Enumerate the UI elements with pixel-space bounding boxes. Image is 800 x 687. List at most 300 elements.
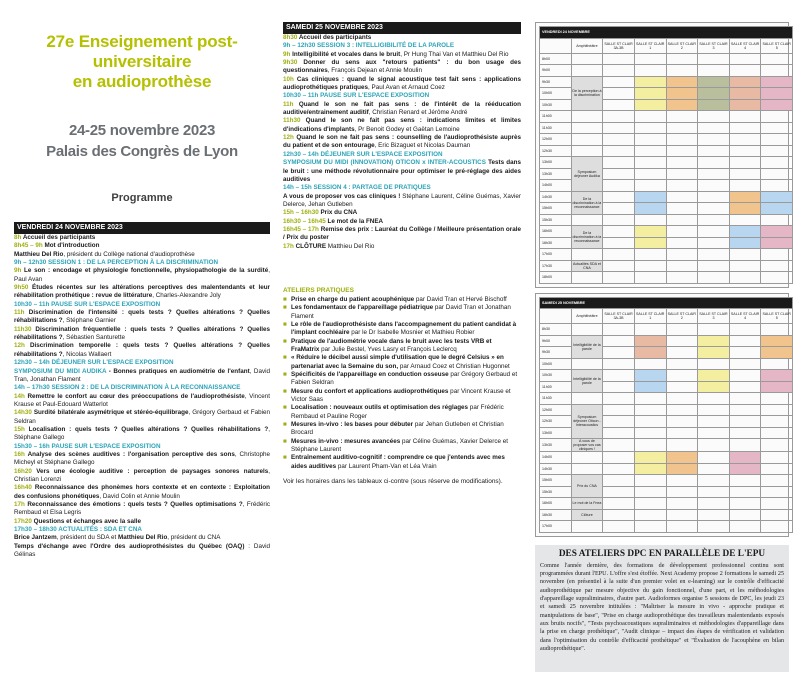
schedule-cell — [666, 439, 698, 452]
schedule-cell — [761, 226, 793, 238]
schedule-cell — [666, 521, 698, 533]
schedule-cell — [698, 168, 730, 180]
text-run: « Réduire le décibel aussi simple d'utilisation que le degré Celsius » en partenariat avec la Semaine du son, — [291, 354, 504, 370]
schedule-cell — [603, 249, 635, 261]
schedule-cell — [666, 168, 698, 180]
schedule-cell — [698, 358, 730, 370]
text-run: par Laurent Pham-Van et Léa Vrain — [336, 462, 437, 470]
schedule-cell — [666, 272, 698, 284]
schedule-time: 15h30 — [540, 214, 572, 226]
text-run: Temps d'échange avec l'Ordre des audioprothésistes du Québec (OAQ) — [14, 542, 245, 550]
schedule-cell — [603, 203, 635, 215]
schedule-cell — [603, 358, 635, 370]
schedule-cell — [698, 416, 730, 428]
schedule-cell — [729, 180, 761, 192]
schedule-cell — [698, 122, 730, 134]
bullet-icon: ■ — [283, 387, 287, 395]
schedule-cell — [634, 347, 666, 359]
schedule-cell — [761, 347, 793, 359]
schedule-cell — [634, 168, 666, 180]
schedule-cell — [729, 486, 761, 498]
text-run: Stéphane Laurent, Céline Guémas, Xavier Delerce, Jehan Gutleben — [283, 192, 521, 208]
programme-line — [14, 342, 270, 359]
schedule-cell — [666, 145, 698, 157]
schedule-amphi-cell — [571, 521, 603, 533]
text-run: 10h — [283, 75, 297, 83]
programme-line — [283, 209, 521, 217]
schedule-cell — [729, 498, 761, 510]
schedule-cell — [634, 203, 666, 215]
schedule-cell — [603, 191, 635, 203]
text-run: Donner du sens aux "retours patients" : du bon usage des questionnaires — [283, 59, 521, 75]
schedule-cell — [634, 134, 666, 146]
schedule-cell — [698, 347, 730, 359]
text-run: 8h45 – 9h — [14, 242, 45, 250]
text-run: , Sébastien Santurette — [62, 334, 125, 342]
text-run: Spécificités de l'appareillage en conduction osseuse — [291, 371, 449, 379]
ateliers-list — [283, 296, 521, 471]
schedule-cell — [666, 226, 698, 238]
programme-line — [283, 184, 521, 192]
text-run: , Grégory Gerbaud et Fabien Seldran — [14, 409, 270, 425]
schedule-cell — [634, 393, 666, 405]
schedule-cell — [698, 145, 730, 157]
schedule-cell — [729, 370, 761, 382]
corner-cell — [540, 38, 572, 53]
programme-line — [14, 259, 270, 267]
schedule-amphi-cell: Intelligibilité de la parole — [571, 370, 603, 393]
programme-line — [283, 151, 521, 159]
schedule-time: 12h00 — [540, 404, 572, 416]
text-run: Localisation : nouveaux outils et optimisation des réglages — [291, 404, 469, 412]
schedule-cell — [698, 335, 730, 347]
schedule-cell — [729, 157, 761, 169]
schedule-cell — [761, 486, 793, 498]
programme-line — [14, 368, 270, 385]
atelier-item — [283, 421, 521, 438]
text-run: 9h30 — [283, 59, 304, 67]
schedule-cell — [634, 191, 666, 203]
schedule-time: 17h00 — [540, 249, 572, 261]
schedule-cell — [698, 439, 730, 452]
schedule-time: 16h30 — [540, 509, 572, 521]
programme-line — [14, 251, 270, 259]
schedule-cell — [666, 381, 698, 393]
schedule-cell — [603, 272, 635, 284]
schedule-cell — [729, 452, 761, 464]
schedule-cell — [761, 168, 793, 180]
schedule-amphi-cell — [571, 53, 603, 65]
schedule-time: 13h00 — [540, 427, 572, 439]
schedule-cell — [729, 88, 761, 100]
schedule-time: 11h00 — [540, 381, 572, 393]
text-run: A vous de proposer vos cas cliniques ! — [283, 192, 403, 200]
saturday-heading: SAMEDI 25 NOVEMBRE 2023 — [283, 22, 521, 34]
schedule-cell — [698, 260, 730, 272]
schedule-cell — [729, 122, 761, 134]
schedule-cell — [666, 358, 698, 370]
text-run: par Arnaud Coez et Christian Hugonnet — [398, 362, 510, 370]
schedule-time: 18h00 — [540, 272, 572, 284]
schedule-cell — [729, 76, 761, 88]
schedule-amphi-cell: Symposium déjeuner Oticon - Interacoustics — [571, 404, 603, 439]
schedule-cell — [698, 393, 730, 405]
schedule-cell — [634, 509, 666, 521]
schedule-cell — [698, 486, 730, 498]
schedule-cell — [698, 463, 730, 475]
text-run: 8h — [14, 234, 23, 241]
schedule-cell — [761, 237, 793, 249]
schedule-cell — [634, 475, 666, 487]
text-run: , Charles-Alexandre Joly — [152, 292, 221, 300]
schedule-cell — [761, 498, 793, 510]
schedule-amphi-cell: Actualités SDA et CNA — [573, 261, 601, 270]
schedule-cell — [666, 475, 698, 487]
schedule-time: 14h00 — [540, 452, 572, 464]
schedule-time: 17h30 — [540, 260, 572, 272]
text-run: par Vincent Krause et Victor Saas — [291, 387, 511, 404]
text-run: , Nicolas Wallaert — [62, 350, 112, 358]
text-run: , président du SDA et — [56, 534, 118, 542]
atelier-item — [283, 296, 521, 304]
schedule-cell — [729, 393, 761, 405]
schedule-cell — [729, 475, 761, 487]
text-run: Entraînement auditivo-cognitif : comprendre ce que j'entends avec mes aides auditives — [291, 454, 505, 470]
schedule-cell — [634, 452, 666, 464]
programme-line — [283, 218, 521, 226]
event-dates-venue — [14, 120, 270, 162]
bullet-icon: ■ — [283, 337, 287, 345]
text-run: par Jehan Gutleben et Christian Brocard — [291, 421, 504, 437]
text-run: Discrimination fréquentielle : quels tests ? Quelles altérations ? Quelles réhabilitations ? — [14, 325, 271, 342]
schedule-cell — [729, 249, 761, 261]
schedule-cell — [634, 53, 666, 65]
programme-line — [14, 468, 270, 485]
schedule-amphi-cell — [571, 145, 603, 157]
schedule-amphi-cell — [571, 324, 603, 336]
schedule-cell — [666, 122, 698, 134]
schedule-time: 15h00 — [540, 475, 572, 487]
schedule-cell — [666, 237, 698, 249]
text-run: Vers une écologie auditive : perception de paysages sonores naturels — [36, 467, 269, 475]
text-run: 11h30 — [283, 117, 306, 125]
schedule-cell — [634, 272, 666, 284]
programme-line — [283, 101, 521, 118]
text-run: 9h — [283, 50, 293, 58]
schedule-cell — [729, 214, 761, 226]
schedule-time: 14h30 — [540, 191, 572, 203]
schedule-cell — [666, 427, 698, 439]
text-run: Le son : encodage et physiologie fonctionnelle, physiopathologie de la surdité — [24, 267, 269, 275]
text-run: 11h — [283, 100, 299, 108]
atelier-item — [283, 404, 521, 421]
schedule-cell — [666, 88, 698, 100]
text-run: , président du Collège national d'audioprothèse — [63, 250, 195, 258]
schedule-cell — [698, 134, 730, 146]
schedule-cell — [634, 404, 666, 416]
schedule-cell — [698, 111, 730, 123]
text-run: , Frédéric Rembaud et Elsa Legris — [14, 501, 270, 517]
programme-line — [283, 159, 521, 184]
atelier-item — [283, 354, 521, 371]
programme-line — [14, 534, 270, 542]
schedule-time: 17h00 — [540, 521, 572, 533]
schedule-cell — [761, 99, 793, 111]
schedule-cell — [634, 237, 666, 249]
text-run: 17h — [14, 501, 28, 508]
schedule-cell — [698, 237, 730, 249]
programme-line — [14, 359, 270, 367]
text-run: 14h30 — [14, 409, 34, 417]
atelier-item — [283, 321, 521, 338]
text-run: Le mot de la FNEA — [327, 217, 384, 225]
text-run: 16h20 — [14, 467, 37, 475]
schedule-time: 8h30 — [540, 324, 572, 336]
text-run: , David Tran, Jonathan Flament — [14, 367, 270, 383]
schedule-cell — [729, 509, 761, 521]
schedule-cell — [603, 168, 635, 180]
schedule-time: 16h00 — [540, 498, 572, 510]
event-title-line2: en audioprothèse — [72, 72, 212, 91]
text-run: 15h – 16h30 — [283, 209, 321, 217]
schedule-cell — [761, 475, 793, 487]
schedule-amphi-cell — [571, 452, 603, 464]
text-run: 17h — [283, 242, 296, 250]
schedule-cell — [666, 324, 698, 336]
schedule-cell — [729, 404, 761, 416]
schedule-cell — [666, 180, 698, 192]
schedule-cell — [603, 260, 635, 272]
schedule-cell — [729, 439, 761, 452]
text-run: SYMPOSIUM DU MIDI (INNOVATION) OTICON x INTER-ACOUSTICS — [283, 159, 489, 167]
schedule-cell — [729, 99, 761, 111]
programme-line — [14, 426, 270, 443]
schedule-cell — [634, 122, 666, 134]
schedule-cell — [761, 404, 793, 416]
schedule-column-header: SALLE ST CLAIR 1 — [634, 309, 666, 324]
schedule-amphi-cell — [571, 249, 603, 261]
text-run: , Christophe Micheyl et Stéphane Gallego — [14, 450, 271, 467]
schedule-cell — [666, 486, 698, 498]
programme-line — [283, 193, 521, 210]
programme-line — [283, 59, 521, 76]
programme-line — [14, 526, 270, 534]
schedule-cell — [603, 498, 635, 510]
schedule-cell — [634, 260, 666, 272]
schedule-cell — [634, 249, 666, 261]
schedule-cell — [666, 347, 698, 359]
schedule-cell — [698, 214, 730, 226]
schedule-cell — [634, 335, 666, 347]
programme-line — [14, 409, 270, 426]
schedule-time: 9h00 — [540, 65, 572, 77]
text-run: Tests dans le bruit : une méthode révolutionnaire pour optimiser le pré-réglage des aides auditives — [283, 159, 522, 183]
schedule-cell — [666, 203, 698, 215]
schedule-column-header: SALLE ST CLAIR 3 — [698, 38, 730, 53]
schedule-cell — [634, 180, 666, 192]
schedule-amphi-cell — [571, 463, 603, 475]
corner-cell — [540, 309, 572, 324]
schedule-cell — [603, 145, 635, 157]
schedule-cell — [698, 370, 730, 382]
text-run: 15h30 – 16h PAUSE SUR L'ESPACE EXPOSITION — [14, 442, 161, 450]
schedule-cell — [666, 214, 698, 226]
schedule-cell — [761, 157, 793, 169]
programme-line — [283, 226, 521, 243]
text-run: par le Dr Isabelle Mosnier et Mathieu Robier — [349, 329, 475, 337]
text-run: , Stéphane Garnier — [62, 317, 116, 325]
schedule-column-header: SALLE ST CLAIR 3 — [698, 309, 730, 324]
text-run: 11h — [14, 309, 29, 317]
saturday-programme — [283, 34, 521, 251]
schedule-cell — [634, 226, 666, 238]
schedule-cell — [666, 463, 698, 475]
schedule-cell — [603, 521, 635, 533]
text-run: par David Tran et Jonathan Flament — [291, 304, 511, 320]
text-run: 17h20 — [14, 517, 34, 525]
bullet-icon: ■ — [283, 320, 287, 328]
schedule-time: 11h30 — [540, 122, 572, 134]
text-run: 16h30 – 16h45 — [283, 217, 328, 225]
text-run: 9h – 12h30 SESSION 1 : DE LA PERCEPTION À LA DISCRIMINATION — [14, 259, 219, 267]
schedule-amphi-cell — [571, 393, 603, 405]
schedule-cell — [603, 427, 635, 439]
schedule-cell — [666, 111, 698, 123]
text-run: 12h30 – 14h DÉJEUNER SUR L'ESPACE EXPOSITION — [283, 150, 443, 158]
text-run: Les fondamentaux de l'appareillage pédiatrique — [291, 304, 434, 312]
schedule-cell — [761, 358, 793, 370]
text-run: - Bonnes pratiques en audiométrie de l'enfant — [108, 367, 250, 375]
schedule-cell — [603, 214, 635, 226]
text-run: Discrimination de l'intensité : quels tests ? Quelles altérations ? Quelles réhabilitations ? — [14, 309, 270, 325]
schedule-cell — [666, 53, 698, 65]
dpc-text: Comme l'année dernière, des formations de développement professionnel continu sont programmées durant l'EPU. L'offre s'est étoffée. Next Academy propose 2 formations le samedi 25 novembre (en présentiel à la suite d'un premier volet en e-learning) sur le contrôle d'efficacité audioprothétique par mesure objective du gain fonctionnel, d'une part, et les méthodologies d'appareillage supraliminaires, d'autre part. Audioformes organise 5 sessions de DPC, les jeudi 23 et samedi 25 novembre intitulées : "Maîtriser la mesure in vivo - approche pratique et manipulations de base", "Prise en charge audioprothétique des travailleurs malentendants exposés aux bruits nocifs", "Tests psychoacoustiques supraliminaires et méthodologies d'appareillage dans la prise en charge prothétique", "Audit clinique – impact des étapes de vérification et validation dans l'optimisation du contrôle d'efficacité prothétique" et "Évaluation de l'acouphène en bilan audioprothétique". — [540, 562, 784, 652]
text-run: , Pr Hung Thai Van et Matthieu Del Rio — [400, 50, 509, 58]
schedule-cell — [761, 335, 793, 347]
schedule-cell — [761, 393, 793, 405]
schedule-amphi-cell: Le mot de la Fnea — [571, 498, 603, 510]
text-run: , Eric Bizaguet et Nicolas Dauman — [374, 142, 471, 150]
schedule-amphi-cell: Prix du CNA — [571, 475, 603, 498]
schedule-cell — [761, 260, 793, 272]
schedule-cell — [698, 65, 730, 77]
friday-programme — [14, 234, 270, 559]
schedule-cell — [666, 370, 698, 382]
text-run: Quand le son ne fait pas sens : indications limites et limites d'indications d'implants — [283, 117, 521, 133]
text-run: 16h45 – 17h — [283, 225, 321, 233]
programme-line — [14, 484, 270, 501]
atelier-item — [283, 438, 521, 455]
programme-line — [14, 543, 270, 560]
schedule-cell — [729, 191, 761, 203]
event-title-line1: 27e Enseignement post-universitaire — [46, 32, 238, 71]
schedule-amphi-cell — [571, 214, 603, 226]
schedule-column-header: SALLE ST CLAIR 5 — [761, 309, 793, 324]
schedule-cell — [761, 214, 793, 226]
schedule-time: 15h30 — [540, 486, 572, 498]
schedule-column-header: SALLE ST CLAIR 4 — [729, 38, 761, 53]
left-column — [14, 32, 270, 559]
saturday-schedule-table — [539, 297, 793, 533]
schedule-cell — [603, 53, 635, 65]
schedule-cell — [729, 260, 761, 272]
schedule-amphi-cell — [571, 358, 603, 370]
schedule-cell — [666, 65, 698, 77]
schedule-cell — [634, 463, 666, 475]
schedule-cell — [634, 157, 666, 169]
schedule-cell — [761, 463, 793, 475]
text-run: par Grégory Gerbaud et Fabien Seldran — [291, 371, 518, 387]
schedule-amphi-cell — [571, 134, 603, 146]
schedule-cell — [603, 347, 635, 359]
schedule-cell — [761, 76, 793, 88]
programme-line — [283, 76, 521, 93]
schedule-cell — [698, 509, 730, 521]
text-run: Prise en charge du patient acouphénique — [291, 295, 415, 303]
text-run: Discrimination temporelle : quels tests ? Quelles altérations ? Quelles réhabilitations ? — [14, 342, 270, 358]
schedule-cell — [761, 427, 793, 439]
schedule-cell — [666, 134, 698, 146]
text-run: , Vincent Krause et Paul-Edouard Watterlot — [14, 392, 270, 408]
text-run: Matthieu Del Rio — [327, 242, 375, 250]
schedule-cell — [603, 463, 635, 475]
schedule-cell — [761, 111, 793, 123]
schedule-time: 9h30 — [540, 347, 572, 359]
schedule-cell — [698, 475, 730, 487]
text-run: par Frédéric Rembaud et Pauline Roger — [291, 404, 504, 420]
friday-schedule-table — [539, 26, 793, 284]
schedule-time: 11h00 — [540, 111, 572, 123]
bullet-icon: ■ — [283, 295, 287, 303]
programme-line — [14, 393, 270, 410]
schedule-cell — [729, 168, 761, 180]
schedule-cell — [729, 335, 761, 347]
schedule-cell — [666, 509, 698, 521]
schedule-cell — [603, 111, 635, 123]
schedule-time: 14h30 — [540, 463, 572, 475]
schedule-cell — [729, 272, 761, 284]
text-run: par Céline Guémas, Xavier Delerce et Stéphane Laurent — [291, 437, 508, 454]
schedule-cell — [666, 393, 698, 405]
schedule-cell — [761, 122, 793, 134]
text-run: Quand le son ne fait pas sens : de l'intérêt de la rééducation auditive/entrainement auditif — [283, 100, 521, 117]
schedule-cell — [698, 53, 730, 65]
schedule-column-header: SALLE ST CLAIR 3A-3B — [603, 38, 635, 53]
schedule-cell — [729, 463, 761, 475]
schedule-time: 16h30 — [540, 237, 572, 249]
bullet-icon: ■ — [283, 304, 287, 312]
programme-line — [283, 92, 521, 100]
schedule-cell — [666, 498, 698, 510]
schedule-cell — [603, 122, 635, 134]
schedule-cell — [603, 404, 635, 416]
schedule-amphi-cell: Intelligibilité de la parole — [571, 335, 603, 358]
text-run: 9h50 — [14, 284, 33, 292]
schedule-column-header: SALLE ST CLAIR 2 — [666, 38, 698, 53]
schedule-cell — [666, 249, 698, 261]
text-run: , David Colin et Annie Moulin — [99, 492, 180, 500]
text-run: Études récentes sur les altérations perceptives des malentendants et leur réhabilitation prothétique : revue de littérature — [14, 284, 270, 300]
atelier-item — [283, 371, 521, 388]
text-run: Cas cliniques : quand le signal acoustique test fait sens : applications audioprothétiques pratiques — [283, 75, 521, 92]
schedule-cell — [603, 237, 635, 249]
schedule-time: 13h30 — [540, 439, 572, 452]
schedule-cell — [761, 180, 793, 192]
text-run: 16h40 — [14, 484, 35, 492]
text-run: , Stéphane Gallego — [14, 425, 270, 442]
schedule-cell — [761, 249, 793, 261]
schedule-time: 8h00 — [540, 53, 572, 65]
